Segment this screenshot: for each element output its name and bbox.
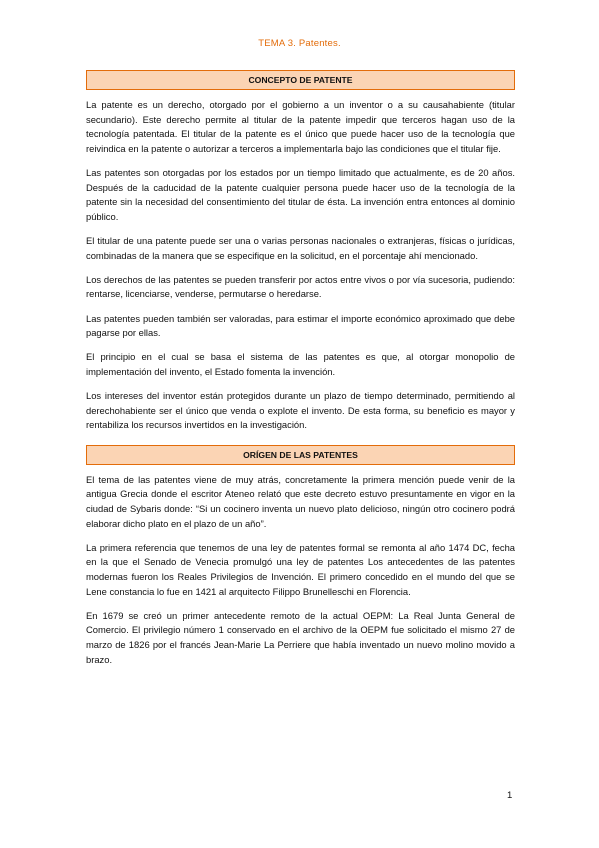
- paragraph: Las patentes son otorgadas por los estados por un tiempo limitado que actualmente, es de 20 años. Después de la caducidad de la patente cualquier persona puede hacer uso de la tecnología de la patente sin la necesidad del consentimiento del titular de ésta. La invención entra entonces al dominio público.: [86, 166, 515, 222]
- paragraph: El tema de las patentes viene de muy atrás, concretamente la primera mención puede venir de la antigua Grecia donde el escritor Ateneo relató que este decreto estuvo presuntamente en vigor en la ciudad de Sybaris donde: “Si un cocinero inventa un nuevo plato delicioso, ningún otro cocinero podrá elaborar dicho plato en el plazo de un año”.: [86, 473, 515, 529]
- section-heading-origen: ORÍGEN DE LAS PATENTES: [86, 445, 515, 465]
- paragraph: En 1679 se creó un primer antecedente remoto de la actual OEPM: La Real Junta General de Comercio. El privilegio número 1 conservado en el archivo de la OEPM fue solicitado el mismo 27 de marzo de 1826 por el francés Jean-Marie La Perriere que había inventado un nuevo molino movido a brazo.: [86, 609, 515, 665]
- paragraph: Los derechos de las patentes se pueden transferir por actos entre vivos o por vía sucesoria, pudiendo: rentarse, licenciarse, venderse, permutarse o heredarse.: [86, 273, 515, 300]
- paragraph: El principio en el cual se basa el sistema de las patentes es que, al otorgar monopolio de implementación del invento, el Estado fomenta la invención.: [86, 351, 515, 377]
- document-body: [86, 70, 515, 677]
- paragraph: La patente es un derecho, otorgado por el gobierno a un inventor o a su causahabiente (titular secundario). Este derecho permite al titular de la patente impedir que terceros hagan uso de la tecnología patentada. El titular de la patente es el único que puede hacer uso de la tecnología que reivindica en la patente o autorizar a terceros a implementarla bajo las condiciones que el titular fije.: [86, 99, 515, 154]
- section-heading-concepto: CONCEPTO DE PATENTE: [86, 70, 515, 90]
- paragraph: El titular de una patente puede ser una o varias personas nacionales o extranjeras, físicas o jurídicas, combinadas de la manera que se especifique en la solicitud, en el porcentaje ahí mencionado.: [86, 234, 515, 261]
- page-number: 1: [507, 790, 513, 801]
- running-header: TEMA 3. Patentes.: [258, 38, 341, 49]
- paragraph: La primera referencia que tenemos de una ley de patentes formal se remonta al año 1474 DC, fecha en la que el Senado de Venecia promulgó una ley de patentes Los antecedentes de las patentes modernas fueron los Reales Privilegios de Invención. El primero concedido en el mundo del que se Lene constancia lo fue en 1421 al arquitecto Filippo Brunelleschi en Florencia.: [86, 541, 515, 597]
- paragraph: Los intereses del inventor están protegidos durante un plazo de tiempo determinado, permitiendo al derechohabiente ser el único que venda o explote el invento. De esta forma, su beneficio es mayor y rentabiliza los recursos invertidos en la investigación.: [86, 390, 515, 431]
- paragraph: Las patentes pueden también ser valoradas, para estimar el importe económico aproximado que debe pagarse por ellas.: [86, 312, 515, 339]
